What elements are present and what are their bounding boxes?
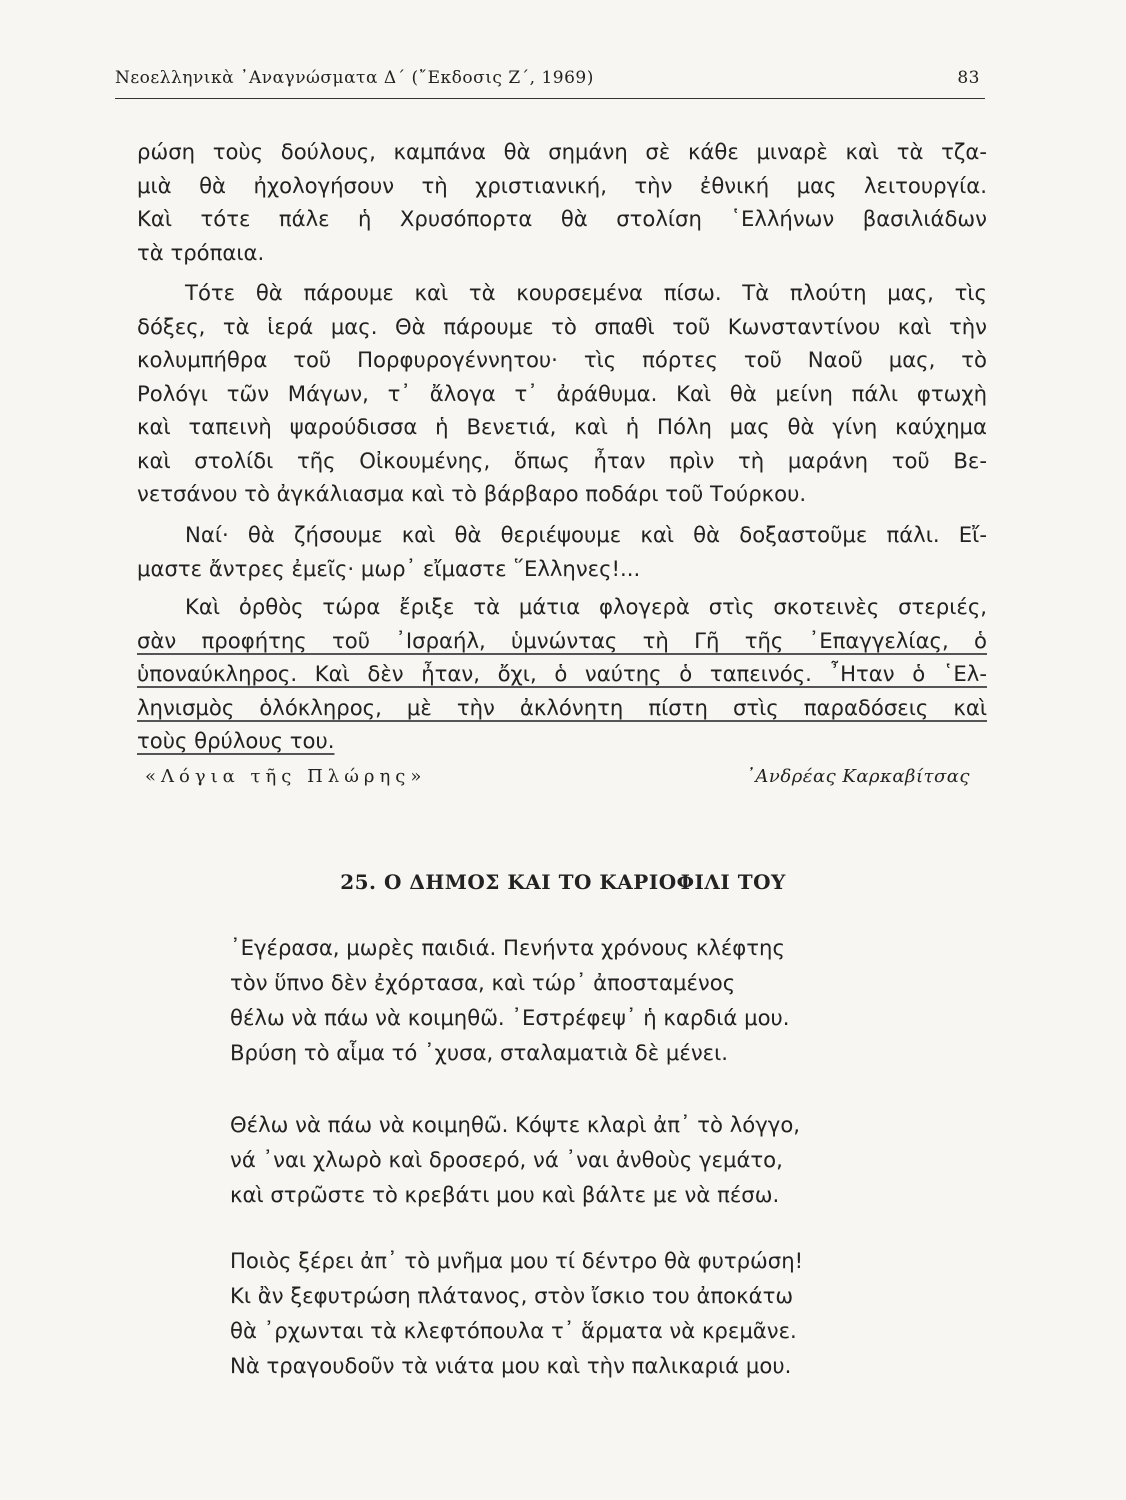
text-line: σὰν προφήτης τοῦ ᾿Ισραήλ, ὑμνώντας τὴ Γῆ τῆς ᾿Επαγγελίας, ὁ: [137, 627, 987, 653]
text-line: δόξες, τὰ ἱερά μας. Θὰ πάρουμε τὸ σπαθὶ τοῦ Κωνσταντίνου καὶ τὴν: [137, 313, 987, 339]
text-line: μαστε ἄντρες ἐμεῖς· μωρ᾿ εἴμαστε ῞Ελληνες!...: [137, 555, 641, 581]
text-line: καὶ ταπεινὴ ψαρούδισσα ἡ Βενετιά, καὶ ἡ Πόλη μας θὰ γίνη καύχημα: [137, 414, 987, 439]
poem-stanza-2: [230, 1107, 990, 1212]
text-line: καὶ στολίδι τῆς Οἰκουμένης, ὅπως ἦταν πρὶν τὴ μαράνη τοῦ Βε-: [137, 447, 987, 473]
poem-line: θὰ ᾿ρχωνται τὰ κλεφτόπουλα τ᾿ ἅρματα νὰ κρεμᾶνε.: [230, 1318, 797, 1343]
text-line: κολυμπήθρα τοῦ Πορφυρογέννητου· τὶς πόρτες τοῦ Ναοῦ μας, τὸ: [137, 347, 987, 372]
text-line: ὑποναύκληρος. Καὶ δὲν ἦταν, ὄχι, ὁ ναύτης ὁ ταπεινός. ῏Ηταν ὁ ῾Ελ-: [137, 661, 987, 686]
text-line: Ρολόγι τῶν Μάγων, τ᾿ ἄλογα τ᾿ ἀράθυμα. Καὶ θὰ μείνη πάλι φτωχὴ: [137, 380, 987, 406]
text-line: νετσάνου τὸ ἀγκάλιασμα καὶ τὸ βάρβαρο ποδάρι τοῦ Τούρκου.: [137, 481, 807, 506]
text-line: μιὰ θὰ ἠχολογήσουν τὴ χριστιανική, τὴν ἐθνική μας λειτουργία.: [137, 172, 987, 198]
poem-line: ᾿Εγέρασα, μωρὲς παιδιά. Πενήντα χρόνους κλέφτης: [230, 935, 785, 960]
poem-stanza-3: [230, 1243, 990, 1383]
source-title: «Λόγια τῆς Πλώρης»: [145, 766, 427, 787]
poem-stanza-1: [230, 930, 990, 1070]
text-line: ληνισμὸς ὁλόκληρος, μὲ τὴν ἀκλόνητη πίστη στὶς παραδόσεις καὶ: [137, 694, 987, 720]
poem-line: Νὰ τραγουδοῦν τὰ νιάτα μου καὶ τὴν παλικαριά μου.: [230, 1353, 792, 1378]
paragraph-3: [137, 518, 987, 585]
poem-line: Κι ἂν ξεφυτρώση πλάτανος, στὸν ἴσκιο του ἀποκάτω: [230, 1283, 794, 1308]
text-line: Τότε θὰ πάρουμε καὶ τὰ κουρσεμένα πίσω. Τὰ πλούτη μας, τὶς: [185, 280, 987, 305]
text-line: τὰ τρόπαια.: [137, 239, 265, 265]
text-line: τοὺς θρύλους του.: [137, 728, 335, 753]
poem-line: Ποιὸς ξέρει ἀπ᾿ τὸ μνῆμα μου τί δέντρο θὰ φυτρώση!: [230, 1248, 804, 1273]
poem-line: Θέλω νὰ πάω νὰ κοιμηθῶ. Κόψτε κλαρὶ ἀπ᾿ τὸ λόγγο,: [230, 1112, 801, 1137]
paragraph-4: [137, 590, 987, 758]
text-line: ρώση τοὺς δούλους, καμπάνα θὰ σημάνη σὲ κάθε μιναρὲ καὶ τὰ τζα-: [137, 139, 987, 164]
poem-line: νά ᾿ναι χλωρὸ καὶ δροσερό, νά ᾿ναι ἀνθοὺς γεμάτο,: [230, 1147, 783, 1172]
running-title: Νεοελληνικὰ ᾿Αναγνώσματα Δ΄ (῎Εκδοσις Ζ΄, 1969): [115, 68, 594, 88]
poem-line: θέλω νὰ πάω νὰ κοιμηθῶ. ᾿Εστρέφεψ᾿ ἡ καρδιά μου.: [230, 1005, 790, 1030]
author-name: ᾿Ανδρέας Καρκαβίτσας: [745, 766, 970, 787]
signature-line: [145, 766, 975, 796]
text-line: Καὶ ὀρθὸς τώρα ἔριξε τὰ μάτια φλογερὰ στὶς σκοτεινὲς στεριές,: [185, 594, 987, 619]
poem-line: Βρύση τὸ αἷμα τό ᾿χυσα, σταλαματιὰ δὲ μένει.: [230, 1040, 729, 1065]
poem-line: τὸν ὕπνο δὲν ἐχόρτασα, καὶ τώρ᾿ ἀποσταμένος: [230, 970, 736, 995]
paragraph-2: [137, 276, 987, 511]
text-line: Καὶ τότε πάλε ἡ Χρυσόπορτα θὰ στολίση ῾Ελλήνων βασιλιάδων: [137, 206, 987, 231]
page-header: [115, 62, 985, 99]
poem-title: 25. Ο ΔΗΜΟΣ ΚΑΙ ΤΟ ΚΑΡΙΟΦΙΛΙ ΤΟΥ: [340, 870, 786, 894]
text-line: Ναί· θὰ ζήσουμε καὶ θὰ θεριέψουμε καὶ θὰ δοξαστοῦμε πάλι. Εἴ-: [185, 522, 987, 547]
poem-line: καὶ στρῶστε τὸ κρεβάτι μου καὶ βάλτε με νὰ πέσω.: [230, 1182, 780, 1207]
paragraph-1: [137, 135, 987, 269]
page-number: 83: [957, 68, 980, 88]
